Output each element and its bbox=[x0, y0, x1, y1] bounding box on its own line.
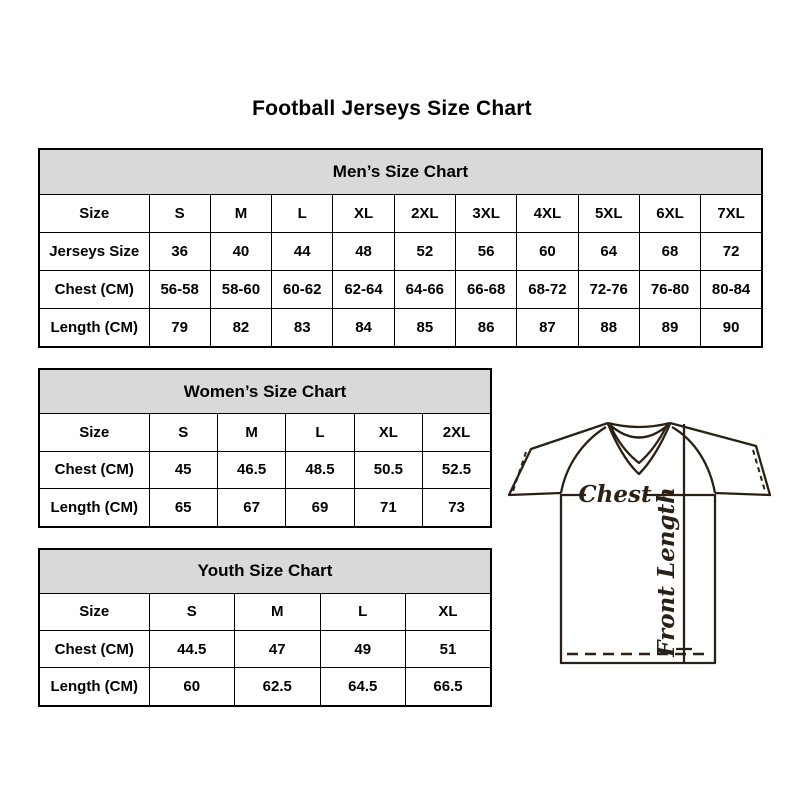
womens-cell-r0-c5: 2XL bbox=[423, 414, 491, 451]
womens-row-1 bbox=[39, 451, 491, 488]
womens-cell-r1-c1: 45 bbox=[149, 451, 217, 488]
mens-cell-r0-c9: 6XL bbox=[639, 194, 700, 232]
youth-size-table bbox=[38, 548, 492, 707]
womens-row-label-1: Chest (CM) bbox=[39, 451, 149, 488]
mens-cell-r2-c3: 60-62 bbox=[272, 270, 333, 308]
mens-cell-r2-c10: 80-84 bbox=[701, 270, 762, 308]
womens-size-table bbox=[38, 368, 492, 528]
mens-cell-r3-c1: 79 bbox=[149, 308, 210, 347]
mens-cell-r2-c9: 76-80 bbox=[639, 270, 700, 308]
youth-cell-r2-c4: 66.5 bbox=[406, 668, 492, 706]
youth-cell-r1-c1: 44.5 bbox=[149, 631, 235, 668]
mens-row-label-3: Length (CM) bbox=[39, 308, 149, 347]
womens-cell-r0-c2: M bbox=[217, 414, 285, 451]
womens-row-label-2: Length (CM) bbox=[39, 489, 149, 528]
youth-cell-r1-c4: 51 bbox=[406, 631, 492, 668]
youth-row-1 bbox=[39, 631, 491, 668]
mens-cell-r3-c10: 90 bbox=[701, 308, 762, 347]
womens-row-0 bbox=[39, 414, 491, 451]
mens-row-3 bbox=[39, 308, 762, 347]
mens-cell-r2-c8: 72-76 bbox=[578, 270, 639, 308]
mens-cell-r3-c8: 88 bbox=[578, 308, 639, 347]
mens-cell-r2-c6: 66-68 bbox=[455, 270, 516, 308]
mens-row-1 bbox=[39, 232, 762, 270]
youth-cell-r2-c1: 60 bbox=[149, 668, 235, 706]
womens-row-2 bbox=[39, 489, 491, 528]
mens-cell-r3-c6: 86 bbox=[455, 308, 516, 347]
womens-cell-r0-c4: XL bbox=[354, 414, 422, 451]
womens-table-title: Women’s Size Chart bbox=[39, 369, 491, 414]
mens-row-label-1: Jerseys Size bbox=[39, 232, 149, 270]
mens-cell-r1-c2: 40 bbox=[210, 232, 271, 270]
mens-cell-r0-c3: L bbox=[272, 194, 333, 232]
youth-table-title: Youth Size Chart bbox=[39, 549, 491, 593]
womens-header-row bbox=[39, 369, 491, 414]
mens-cell-r0-c7: 4XL bbox=[517, 194, 578, 232]
mens-cell-r0-c5: 2XL bbox=[394, 194, 455, 232]
mens-cell-r2-c5: 64-66 bbox=[394, 270, 455, 308]
mens-cell-r1-c7: 60 bbox=[517, 232, 578, 270]
mens-cell-r1-c8: 64 bbox=[578, 232, 639, 270]
mens-cell-r2-c1: 56-58 bbox=[149, 270, 210, 308]
mens-cell-r1-c1: 36 bbox=[149, 232, 210, 270]
womens-cell-r1-c3: 48.5 bbox=[286, 451, 354, 488]
mens-cell-r0-c6: 3XL bbox=[455, 194, 516, 232]
youth-row-label-1: Chest (CM) bbox=[39, 631, 149, 668]
mens-cell-r1-c6: 56 bbox=[455, 232, 516, 270]
womens-cell-r2-c1: 65 bbox=[149, 489, 217, 528]
mens-cell-r3-c4: 84 bbox=[333, 308, 394, 347]
mens-cell-r0-c1: S bbox=[149, 194, 210, 232]
womens-cell-r0-c1: S bbox=[149, 414, 217, 451]
mens-row-2 bbox=[39, 270, 762, 308]
youth-row-label-2: Length (CM) bbox=[39, 668, 149, 706]
youth-row-0 bbox=[39, 593, 491, 630]
mens-cell-r2-c7: 68-72 bbox=[517, 270, 578, 308]
mens-cell-r3-c3: 83 bbox=[272, 308, 333, 347]
youth-cell-r0-c4: XL bbox=[406, 593, 492, 630]
youth-cell-r2-c2: 62.5 bbox=[235, 668, 321, 706]
youth-cell-r0-c1: S bbox=[149, 593, 235, 630]
mens-size-table bbox=[38, 148, 763, 348]
mens-cell-r1-c5: 52 bbox=[394, 232, 455, 270]
youth-cell-r1-c2: 47 bbox=[235, 631, 321, 668]
mens-cell-r0-c2: M bbox=[210, 194, 271, 232]
mens-cell-r1-c4: 48 bbox=[333, 232, 394, 270]
womens-cell-r2-c5: 73 bbox=[423, 489, 491, 528]
womens-cell-r0-c3: L bbox=[286, 414, 354, 451]
youth-header-row bbox=[39, 549, 491, 593]
jersey-illustration bbox=[504, 390, 776, 682]
womens-row-label-0: Size bbox=[39, 414, 149, 451]
mens-cell-r0-c4: XL bbox=[333, 194, 394, 232]
womens-cell-r2-c3: 69 bbox=[286, 489, 354, 528]
mens-cell-r3-c7: 87 bbox=[517, 308, 578, 347]
mens-cell-r2-c2: 58-60 bbox=[210, 270, 271, 308]
womens-cell-r1-c4: 50.5 bbox=[354, 451, 422, 488]
womens-cell-r2-c2: 67 bbox=[217, 489, 285, 528]
mens-cell-r1-c9: 68 bbox=[639, 232, 700, 270]
mens-table-title: Men’s Size Chart bbox=[39, 149, 762, 194]
jersey-collar-top-arc bbox=[608, 423, 670, 427]
jersey-right-sleeve-seam bbox=[672, 427, 715, 493]
page-title: Football Jerseys Size Chart bbox=[252, 97, 532, 120]
mens-row-0 bbox=[39, 194, 762, 232]
womens-cell-r1-c5: 52.5 bbox=[423, 451, 491, 488]
youth-row-label-0: Size bbox=[39, 593, 149, 630]
mens-cell-r3-c5: 85 bbox=[394, 308, 455, 347]
youth-cell-r0-c3: L bbox=[320, 593, 406, 630]
chest-label: Chest bbox=[578, 481, 652, 508]
youth-cell-r2-c3: 64.5 bbox=[320, 668, 406, 706]
womens-cell-r2-c4: 71 bbox=[354, 489, 422, 528]
mens-cell-r3-c2: 82 bbox=[210, 308, 271, 347]
mens-row-label-2: Chest (CM) bbox=[39, 270, 149, 308]
front-length-label: Front Length bbox=[653, 487, 680, 657]
jersey-body-outline bbox=[561, 494, 715, 663]
mens-header-row bbox=[39, 149, 762, 194]
youth-row-2 bbox=[39, 668, 491, 706]
youth-cell-r1-c3: 49 bbox=[320, 631, 406, 668]
mens-cell-r0-c8: 5XL bbox=[578, 194, 639, 232]
mens-cell-r2-c4: 62-64 bbox=[333, 270, 394, 308]
youth-cell-r0-c2: M bbox=[235, 593, 321, 630]
mens-cell-r3-c9: 89 bbox=[639, 308, 700, 347]
womens-cell-r1-c2: 46.5 bbox=[217, 451, 285, 488]
mens-cell-r1-c3: 44 bbox=[272, 232, 333, 270]
mens-cell-r0-c10: 7XL bbox=[701, 194, 762, 232]
mens-cell-r1-c10: 72 bbox=[701, 232, 762, 270]
jersey-measurement-diagram bbox=[504, 390, 776, 682]
mens-row-label-0: Size bbox=[39, 194, 149, 232]
